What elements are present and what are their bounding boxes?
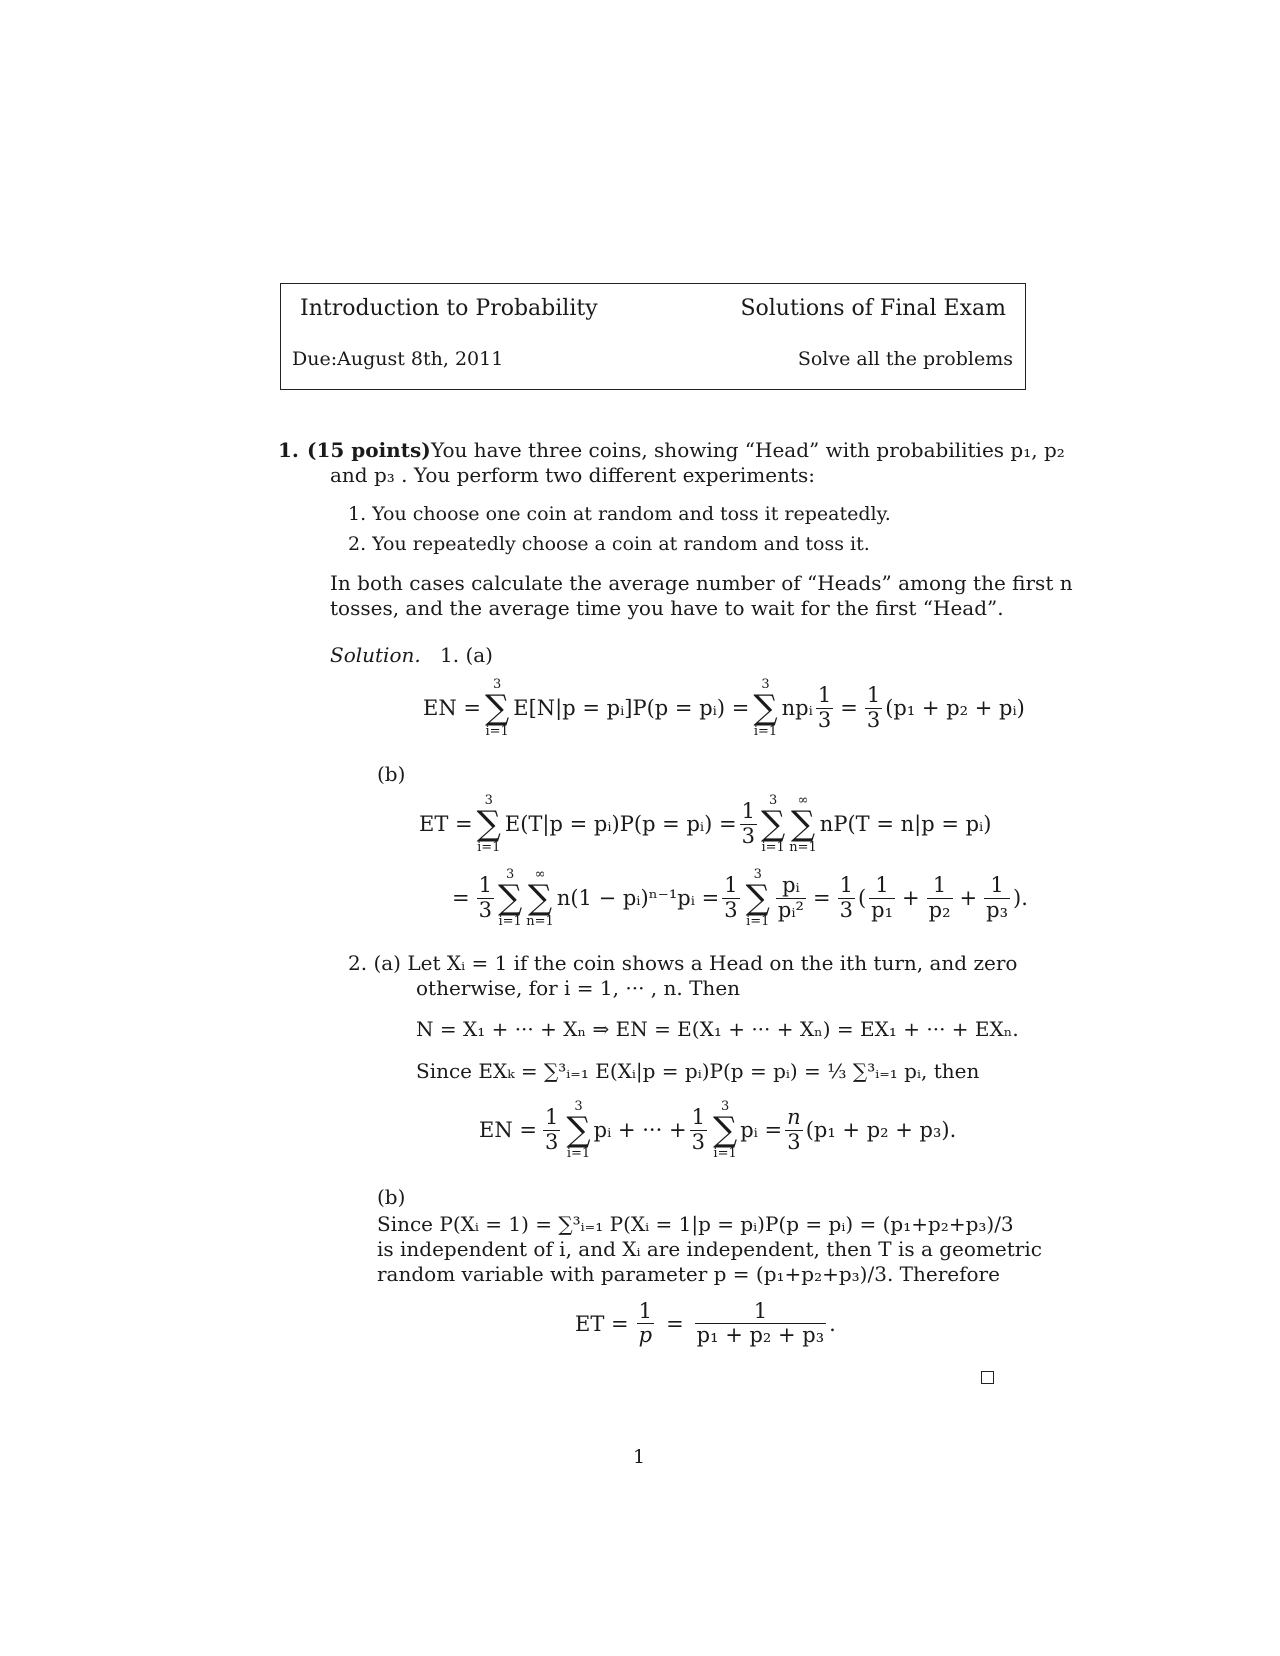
sum-symbol: 3 ∑ i=1 — [476, 793, 501, 855]
sum-symbol: 3 ∑ i=1 — [566, 1099, 591, 1161]
question-line2: tosses, and the average time you have to wait for the first “Head”. — [330, 596, 1004, 620]
eq-ET-3-numerator: 1 — [695, 1300, 826, 1324]
fraction-one-third: $\frac{1}{3}$ — [741, 799, 755, 848]
sum-symbol: ∞ ∑ n=1 — [789, 793, 817, 855]
eq-ET-2-term1: n(1 − pᵢ)ⁿ⁻¹pᵢ = — [556, 886, 720, 910]
eq-EN-2-term1: pᵢ + ··· + — [593, 1118, 687, 1142]
equation-ET-1 — [419, 794, 991, 854]
question-line1: In both cases calculate the average number of “Heads” among the first n — [330, 571, 1073, 595]
fraction-one-over-p1: $\frac{1}{\text{p₁}}$ — [871, 873, 894, 922]
equation-EN-1: EN = 3 ∑ i=1 E[N|p = pᵢ]P(p = pᵢ) = 3 ∑ i=1 npᵢ $\frac{1}{3}$ = $\frac{1}{3}$ (p₁ + p₂ + pᵢ) — [423, 677, 1025, 739]
sum-symbol: 3 ∑ i=1 — [745, 867, 770, 929]
part-2b-label: (b) — [377, 1185, 406, 1209]
sum-symbol: 3 ∑ i=1 — [760, 793, 786, 855]
eq-EN-2-lhs: EN = — [479, 1118, 537, 1142]
fraction-n-over-3: $\frac{n}{3}$ — [787, 1105, 801, 1154]
part-2b-line2: is independent of i, and Xᵢ are independent, then T is a geometric — [377, 1237, 1042, 1261]
fraction-one-over-p2: $\frac{1}{\text{p₂}}$ — [928, 873, 951, 922]
eq-ET-3-denominator: p₁ + p₂ + p₃ — [696, 1323, 825, 1348]
fraction-one-third: $\frac{1}{3}$ — [817, 683, 832, 732]
eq-ET-3-lhs: ET = — [575, 1311, 629, 1336]
part-2a-line4: Since EXₖ = ∑³ᵢ₌₁ E(Xᵢ|p = pᵢ)P(p = pᵢ) = ⅓ ∑³ᵢ₌₁ pᵢ, then — [416, 1059, 980, 1083]
eq-ET-1-term2: nP(T = n|p = pᵢ) — [819, 812, 992, 836]
sum-symbol: ∞ ∑ n=1 — [526, 867, 554, 929]
part-2b-line1: Since P(Xᵢ = 1) = ∑³ᵢ₌₁ P(Xᵢ = 1|p = pᵢ)P(p = pᵢ) = (p₁+p₂+p₃)/3 — [377, 1212, 1014, 1236]
sum-symbol: 3 ∑ i=1 — [484, 677, 510, 739]
eq-ET-1-term1: E(T|p = pᵢ)P(p = pᵢ) = — [504, 812, 737, 836]
problem-number: 1. — [278, 438, 299, 462]
fraction-one-third: $\frac{1}{3}$ — [839, 873, 853, 922]
eq-ET-2-open: ( — [857, 886, 867, 910]
course-title: Introduction to Probability — [300, 296, 598, 321]
sum-symbol: 3 ∑ i=1 — [712, 1099, 738, 1161]
problem-text-line1: You have three coins, showing “Head” with probabilities p₁, p₂ — [431, 438, 1065, 462]
problem-points: (15 points) — [307, 438, 431, 462]
fraction-one-over-sum-p — [695, 1300, 826, 1347]
fraction-one-over-p3: $\frac{1}{\text{p₃}}$ — [986, 873, 1009, 922]
fraction-one-third: $\frac{1}{3}$ — [478, 873, 492, 922]
sum-symbol: 3 ∑ i=1 — [497, 867, 523, 929]
sum-symbol: 3 ∑ i=1 — [753, 677, 778, 739]
equation-ET-2: = $\frac{1}{3}$ 3 ∑ i=1 ∞ ∑ n=1 n(1 − pᵢ)ⁿ⁻¹pᵢ = $\frac{1}{3}$ 3 ∑ i=1 $\frac{\text{pᵢ}}{\text{pᵢ²}}$ = $\frac{1}{3}$ ( $\frac{1}{\text{p₁}}$ + $\frac{1}{\text{p₂}}$ + $\frac{1}{\text{p₃}}$ ). — [452, 867, 1028, 929]
fraction-one-over-p: $\frac{1}{p}$ — [638, 1299, 653, 1348]
part-2b-line3: random variable with parameter p = (p₁+p₂+p₃)/3. Therefore — [377, 1262, 1000, 1286]
eq-ET-2-end: ). — [1013, 886, 1028, 910]
eq-EN-1-term3: (p₁ + p₂ + pᵢ) — [885, 696, 1025, 720]
equation-EN-2 — [479, 1100, 956, 1160]
fraction-one-third: $\frac{1}{3}$ — [691, 1105, 705, 1154]
part-2a-line3: N = X₁ + ··· + Xₙ ⇒ EN = E(X₁ + ··· + Xₙ) = EX₁ + ··· + EXₙ. — [416, 1017, 1019, 1041]
due-date: Due:August 8th, 2011 — [292, 348, 504, 370]
experiment-item-2: 2. You repeatedly choose a coin at random and toss it. — [348, 533, 870, 555]
fraction-one-third: $\frac{1}{3}$ — [724, 873, 738, 922]
eq-EN-1-lhs: EN = — [423, 696, 481, 720]
instruction: Solve all the problems — [797, 348, 1013, 370]
problem-text-line2: and p₃ . You perform two different experiments: — [330, 463, 816, 487]
eq-EN-2-term3: (p₁ + p₂ + p₃). — [805, 1118, 957, 1142]
part-1a-label: 1. (a) — [440, 643, 493, 667]
eq-EN-2-term2: pᵢ = — [740, 1118, 783, 1142]
eq-EN-1-term1: E[N|p = pᵢ]P(p = pᵢ) = — [513, 696, 750, 720]
fraction-pi-over-pi-squared: $\frac{\text{pᵢ}}{\text{pᵢ²}}$ — [777, 873, 804, 922]
document-title: Solutions of Final Exam — [740, 296, 1006, 321]
experiment-item-1: 1. You choose one coin at random and toss it repeatedly. — [348, 503, 891, 525]
part-2a-line2: otherwise, for i = 1, ··· , n. Then — [416, 976, 741, 1000]
fraction-one-third: $\frac{1}{3}$ — [866, 683, 881, 732]
page-number: 1 — [633, 1446, 646, 1468]
eq-ET-1-lhs: ET = — [419, 812, 473, 836]
fraction-one-third: $\frac{1}{3}$ — [544, 1105, 559, 1154]
solution-label: Solution. — [330, 643, 421, 667]
part-1b-label: (b) — [377, 762, 406, 786]
part-2a-line1: 2. (a) Let Xᵢ = 1 if the coin shows a Head on the ith turn, and zero — [348, 951, 1018, 975]
eq-EN-1-term2: npᵢ — [781, 696, 813, 720]
qed-square-icon — [981, 1371, 994, 1384]
equation-ET-3: ET = $\frac{1}{p}$ = $\frac{1}{\text{p₁ + p₂ + p₃}}$ . — [575, 1299, 836, 1348]
